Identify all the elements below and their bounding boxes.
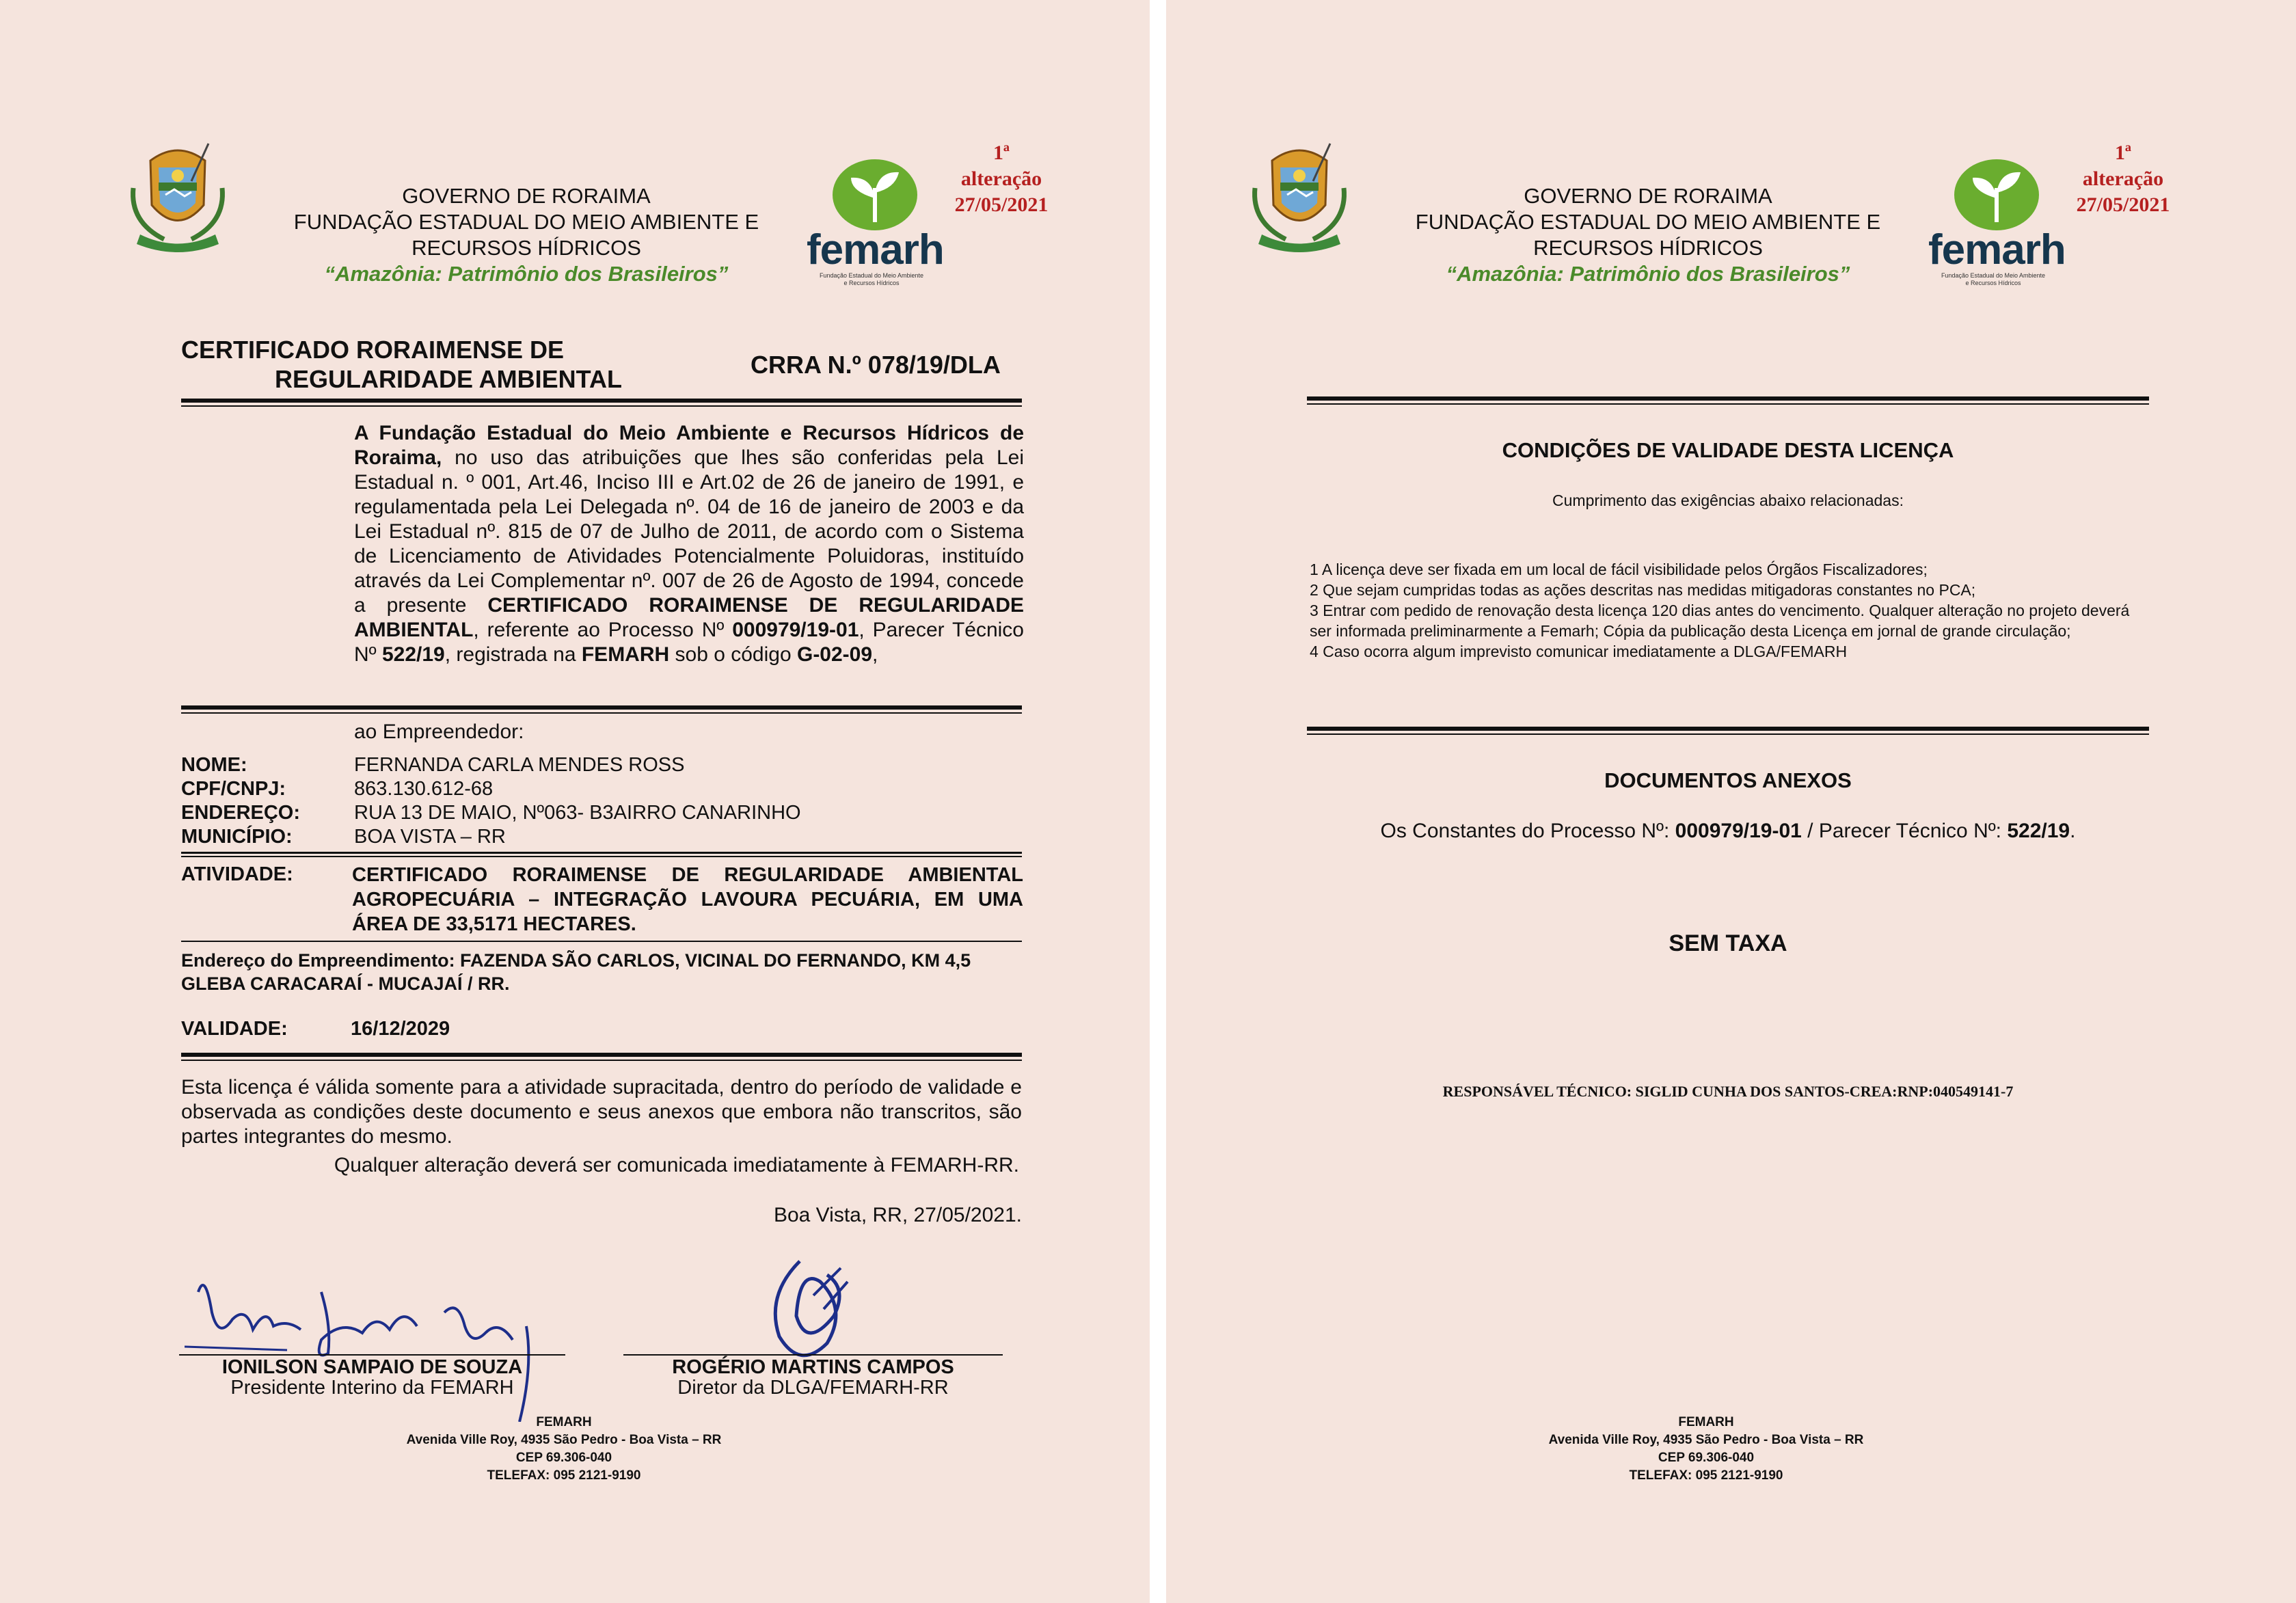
intro-run: , referente ao Processo Nº [473, 619, 733, 641]
intro-paragraph [354, 421, 1024, 667]
crra-number: CRRA N.º 078/19/DLA [751, 351, 1001, 379]
intro-text [354, 422, 1024, 666]
letterhead: GOVERNO DE RORAIMA FUNDAÇÃO ESTADUAL DO MEIO AMBIENTE E RECURSOS HÍDRICOS “Amazônia: Patrimônio dos Brasileiros” [1415, 184, 1881, 286]
recursos-line: RECURSOS HÍDRICOS [411, 236, 641, 260]
atividade-label: ATIVIDADE: [181, 863, 293, 885]
responsavel-tecnico: RESPONSÁVEL TÉCNICO: SIGLID CUNHA DOS SANTOS-CREA:RNP:040549141-7 [1442, 1083, 2014, 1100]
condition-item: 4 Caso ocorra algum imprevisto comunicar imediatamente a DLGA/FEMARH [1310, 643, 1848, 660]
femarh-subtitle: Fundação Estadual do Meio Ambiente e Recursos Hídricos [819, 272, 924, 286]
double-rule [181, 1053, 1022, 1061]
documents-text: Os Constantes do Processo Nº: 000979/19-01 / Parecer Técnico Nº: 522/19. [1380, 820, 2076, 842]
signer-1-role: Presidente Interino da FEMARH [230, 1377, 514, 1399]
femarh-wordmark: femarh [807, 226, 944, 273]
field-cpf: CPF/CNPJ: 863.130.612-68 [181, 778, 494, 800]
intro-run: , registrada na [444, 643, 582, 666]
gov-line: GOVERNO DE RORAIMA [402, 184, 651, 208]
femarh-logo: femarh Fundação Estadual do Meio Ambiente e Recursos Hídricos [1928, 157, 2065, 294]
roraima-coat-of-arms-icon [123, 140, 232, 256]
licenca-paragraph: Esta licença é válida somente para a atividade supracitada, dentro do período de validade e observada as condições deste documento e seus anexos que embora não transcritos, são partes integrantes do mesmo. [181, 1076, 1022, 1148]
signature-line-1 [179, 1354, 565, 1356]
place-date: Boa Vista, RR, 27/05/2021. [773, 1204, 1022, 1226]
footer-address: FEMARH Avenida Ville Roy, 4935 São Pedro - Boa Vista – RR CEP 69.306-040 TELEFAX: 095 2121-9190 [406, 1415, 722, 1483]
signature-line-2 [623, 1354, 1003, 1356]
signer-2-name: ROGÉRIO MARTINS CAMPOS [672, 1356, 954, 1378]
field-municipio: MUNICÍPIO: BOA VISTA – RR [181, 826, 506, 848]
roraima-coat-of-arms-icon [1245, 140, 1354, 256]
intro-run: no uso das atribuições que lhes são conferidas pela Lei Estadual n. º 001, Art.46, Inciso III e Art.02 de 26 de janeiro de 1991, e regulamentada pela Lei Delegada nº. 04 de 16 de janeiro de 2003 e da Lei Estadual nº. 815 de 07 de Julho de 2011, de acordo com o Sistema de Licenciamento de Atividades Potencialmente Poluidoras, instituído através da Lei Complementar nº. 007 de 26 de Agosto de 1994, concede a presente [354, 446, 1024, 617]
double-rule [181, 705, 1022, 714]
intro-run: sob o código [669, 643, 797, 666]
cumprimento-text: Cumprimento das exigências abaixo relacionadas: [1552, 491, 1904, 509]
double-rule [181, 852, 1022, 857]
conditions-page [1166, 0, 2296, 1603]
letterhead [270, 183, 783, 287]
intro-run: , Parecer Técnico Nº [354, 619, 1024, 666]
sem-taxa: SEM TAXA [1669, 930, 1787, 956]
atividade-value: CERTIFICADO RORAIMENSE DE REGULARIDADE AMBIENTAL AGROPECUÁRIA – INTEGRAÇÃO LAVOURA PECUÁRIA, EM UMA ÁREA DE 33,5171 HECTARES. [352, 864, 1023, 935]
signer-2-role: Diretor da DLGA/FEMARH-RR [677, 1377, 949, 1399]
intro-run: FEMARH [581, 643, 670, 666]
alteration-stamp: 1ª alteração 27/05/2021 [954, 142, 1049, 216]
femarh-logo [807, 157, 943, 294]
intro-run: A Fundação Estadual do Meio Ambiente e Recursos Hídricos de Roraima, [354, 422, 1024, 469]
intro-run: , [872, 643, 878, 666]
condition-item: 3 Entrar com pedido de renovação desta licença 120 dias antes do vencimento. Qualquer alteração no projeto deverá ser informada preliminarmente a Femarh; Cópia da publicação desta Licença em jornal de grande circulação; [1310, 602, 2130, 640]
divider [181, 941, 1022, 942]
footer-address: FEMARH Avenida Ville Roy, 4935 São Pedro - Boa Vista – RR CEP 69.306-040 TELEFAX: 095 2121-9190 [1548, 1415, 1864, 1483]
certificate-title-line2: REGULARIDADE AMBIENTAL [275, 365, 622, 393]
intro-run: 000979/19-01 [732, 619, 859, 641]
validade-label: VALIDADE: [181, 1018, 288, 1040]
conditions-title: CONDIÇÕES DE VALIDADE DESTA LICENÇA [1502, 438, 1954, 462]
intro-run: CERTIFICADO RORAIMENSE DE REGULARIDADE AMBIENTAL [354, 594, 1024, 641]
certificate-title-line1: CERTIFICADO RORAIMENSE DE [181, 336, 565, 364]
condition-item: 2 Que sejam cumpridas todas as ações descritas nas medidas mitigadoras constantes no PCA; [1310, 581, 1976, 599]
intro-run: G-02-09 [796, 643, 873, 666]
condition-item: 1 A licença deve ser fixada em um local de fácil visibilidade pelos Órgãos Fiscalizadores; [1310, 561, 1928, 578]
femarh-leaf-icon [830, 157, 919, 232]
intro-run: 522/19 [381, 643, 445, 666]
applicant-fields [181, 753, 1022, 849]
field-nome: NOME: FERNANDA CARLA MENDES ROSS [181, 754, 685, 776]
tagline: “Amazônia: Patrimônio dos Brasileiros” [324, 262, 729, 286]
fundacao-line: FUNDAÇÃO ESTADUAL DO MEIO AMBIENTE E [293, 210, 759, 234]
field-endereco: ENDEREÇO: RUA 13 DE MAIO, Nº063- B3AIRRO CANARINHO [181, 802, 801, 824]
documents-title: DOCUMENTOS ANEXOS [1604, 768, 1852, 792]
endereco-empreendimento: Endereço do Empreendimento: FAZENDA SÃO CARLOS, VICINAL DO FERNANDO, KM 4,5 GLEBA CARACARAÍ - MUCAJAÍ / RR. [181, 950, 971, 994]
double-rule [1307, 727, 2149, 735]
double-rule [1307, 396, 2149, 405]
alteracao-notice: Qualquer alteração deverá ser comunicada imediatamente à FEMARH-RR. [334, 1154, 1019, 1176]
alteration-stamp: 1ª alteração 27/05/2021 [2076, 142, 2170, 216]
signer-1-name: IONILSON SAMPAIO DE SOUZA [221, 1356, 523, 1378]
femarh-leaf-icon [1952, 157, 2041, 232]
validade-value: 16/12/2029 [351, 1018, 450, 1040]
conditions-list [1310, 559, 2150, 662]
ao-empreendedor: ao Empreendedor: [354, 720, 524, 743]
double-rule [181, 399, 1022, 407]
